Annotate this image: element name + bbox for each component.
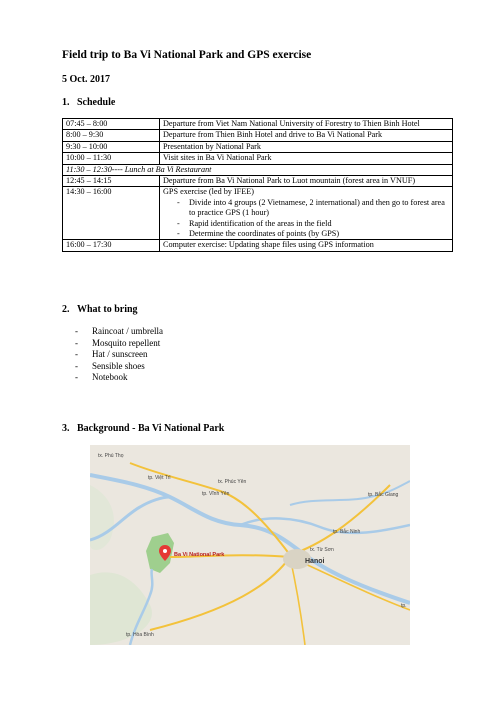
place-label: tp. Việt Trì — [148, 475, 171, 481]
section-number: 3. — [62, 423, 70, 434]
table-cell-lunch: 11:30 – 12:30---- Lunch at Ba Vi Restaurant — [63, 164, 453, 175]
list-item: - Divide into 4 groups (2 Vietnamese, 2 international) and then go to forest area to practice GPS (1 hour) — [163, 198, 449, 219]
table-row — [63, 240, 453, 251]
list-item: - Determine the coordinates of points (by GPS) — [163, 229, 449, 239]
table-row — [63, 130, 453, 141]
marker-label: Ba Vi National Park — [174, 552, 225, 558]
section-heading-bring — [62, 304, 138, 315]
table-cell-activity: Visit sites in Ba Vi National Park — [160, 153, 453, 164]
section-title: Background - Ba Vi National Park — [77, 423, 225, 434]
table-row — [63, 187, 453, 240]
table-cell-activity: Departure from Ba Vi National Park to Luot mountain (forest area in VNUF) — [160, 176, 453, 187]
table-cell-time: 07:45 – 8:00 — [63, 119, 160, 130]
document-date: 5 Oct. 2017 — [62, 74, 111, 85]
document-title: Field trip to Ba Vi National Park and GPS exercise — [62, 49, 312, 61]
table-cell-time: 9:30 – 10:00 — [63, 141, 160, 152]
place-label: tp. — [401, 603, 407, 609]
place-label: tx. Phú Thọ — [98, 453, 124, 459]
table-cell-activity: Departure from Thien Binh Hotel and drive to Ba Vi National Park — [160, 130, 453, 141]
list-item: - Raincoat / umbrella — [70, 326, 163, 338]
section-number: 2. — [62, 304, 70, 315]
place-label-hanoi: Hanoi — [305, 558, 325, 565]
table-row-lunch — [63, 164, 453, 175]
place-label: tp. Bắc Ninh — [333, 529, 361, 535]
table-cell-time: 14:30 – 16:00 — [63, 187, 160, 240]
section-title: Schedule — [77, 97, 116, 108]
table-cell-activity: Computer exercise: Updating shape files using GPS information — [160, 240, 453, 251]
section-heading-schedule — [62, 97, 115, 108]
list-item: - Notebook — [70, 372, 163, 384]
table-cell-time: 8:00 – 9:30 — [63, 130, 160, 141]
activity-text: GPS exercise (led by IFEE) — [163, 187, 254, 197]
schedule-table — [62, 118, 453, 252]
table-cell-activity: Departure from Viet Nam National University of Forestry to Thien Binh Hotel — [160, 119, 453, 130]
place-label: tp. Vĩnh Yên — [202, 491, 230, 497]
map-pin-dot — [163, 549, 167, 553]
bring-list — [70, 326, 163, 384]
table-row — [63, 153, 453, 164]
table-row — [63, 119, 453, 130]
place-label: tp. Bắc Giang — [368, 492, 399, 498]
table-cell-activity: Presentation by National Park — [160, 141, 453, 152]
place-label: tp. Hòa Bình — [126, 632, 154, 638]
list-item: - Mosquito repellent — [70, 338, 163, 350]
location-map[interactable] — [90, 445, 410, 645]
place-label: tx. Từ Sơn — [310, 547, 334, 553]
table-cell-time: 16:00 – 17:30 — [63, 240, 160, 251]
list-item: - Sensible shoes — [70, 361, 163, 373]
activity-sublist — [163, 198, 449, 240]
list-item: - Hat / sunscreen — [70, 349, 163, 361]
table-row — [63, 141, 453, 152]
table-cell-activity — [160, 187, 453, 240]
list-item: - Rapid identification of the areas in the field — [163, 219, 449, 229]
table-cell-time: 12:45 – 14:15 — [63, 176, 160, 187]
place-label: tx. Phúc Yên — [218, 479, 247, 485]
table-cell-time: 10:00 – 11:30 — [63, 153, 160, 164]
section-title: What to bring — [77, 304, 138, 315]
section-number: 1. — [62, 97, 70, 108]
section-heading-background — [62, 423, 224, 434]
table-row — [63, 176, 453, 187]
